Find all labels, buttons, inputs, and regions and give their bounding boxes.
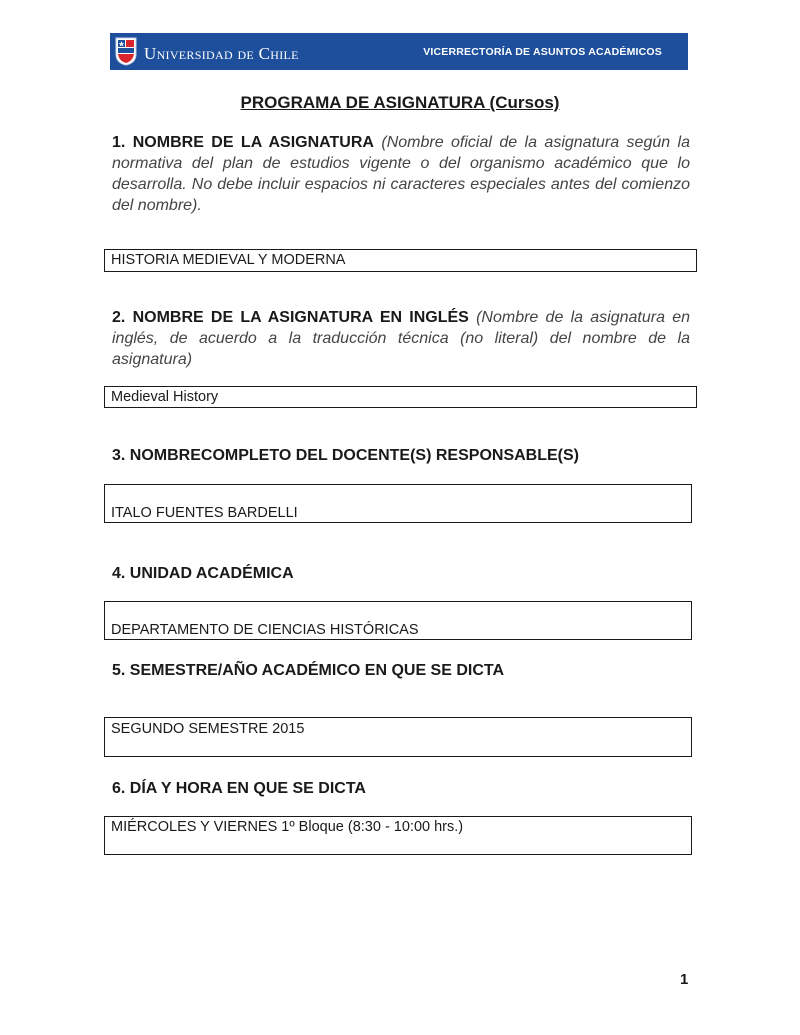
schedule-field [104,816,692,855]
section-semester [112,660,690,681]
section-lead-teacher [112,445,690,466]
section-course-name [112,132,690,216]
section-description: (Nombre de la asignatura en inglés, de acuerdo a la traducción técnica (no literal) del nombre de la asignatura) [112,309,690,368]
semester-field [104,717,692,757]
section-heading: 3. NOMBRECOMPLETO DEL DOCENTE(S) RESPONSABLE(S) [112,447,579,464]
section-academic-unit [112,563,690,584]
vice-rectory-label: VICERRECTORÍA DE ASUNTOS ACADÉMICOS [423,46,662,58]
academic-unit-field [104,601,692,640]
university-shield-logo [115,37,137,66]
field-value: ITALO FUENTES BARDELLI [111,505,298,521]
page-number: 1 [680,971,689,988]
field-value: MIÉRCOLES Y VIERNES 1º Bloque (8:30 - 10:00 hrs.) [111,819,464,835]
lead-teacher-field [104,484,692,523]
section-heading: 2. NOMBRE DE LA ASIGNATURA EN INGLÉS [112,309,469,326]
field-value: SEGUNDO SEMESTRE 2015 [111,721,305,737]
page-title: PROGRAMA DE ASIGNATURA (Cursos) [240,93,560,112]
section-english-name [112,307,690,370]
field-value: Medieval History [111,389,219,405]
section-heading: 6. DÍA Y HORA EN QUE SE DICTA [112,780,366,797]
course-name-field [104,249,697,272]
university-header-banner [110,33,688,70]
field-value: DEPARTAMENTO DE CIENCIAS HISTÓRICAS [111,622,419,638]
section-heading: 1. NOMBRE DE LA ASIGNATURA [112,134,374,151]
field-value: HISTORIA MEDIEVAL Y MODERNA [111,252,346,268]
university-name: Universidad de Chile [144,44,299,63]
section-description: (Nombre oficial de la asignatura según la normativa del plan de estudios vigente o del organismo académico que lo desarrolla. No debe incluir espacios ni caracteres especiales antes del comienzo del nombre). [112,134,691,214]
section-heading: 5. SEMESTRE/AÑO ACADÉMICO EN QUE SE DICTA [112,662,505,679]
section-heading: 4. UNIDAD ACADÉMICA [112,565,294,582]
english-name-field [104,386,697,408]
section-schedule [112,778,690,799]
